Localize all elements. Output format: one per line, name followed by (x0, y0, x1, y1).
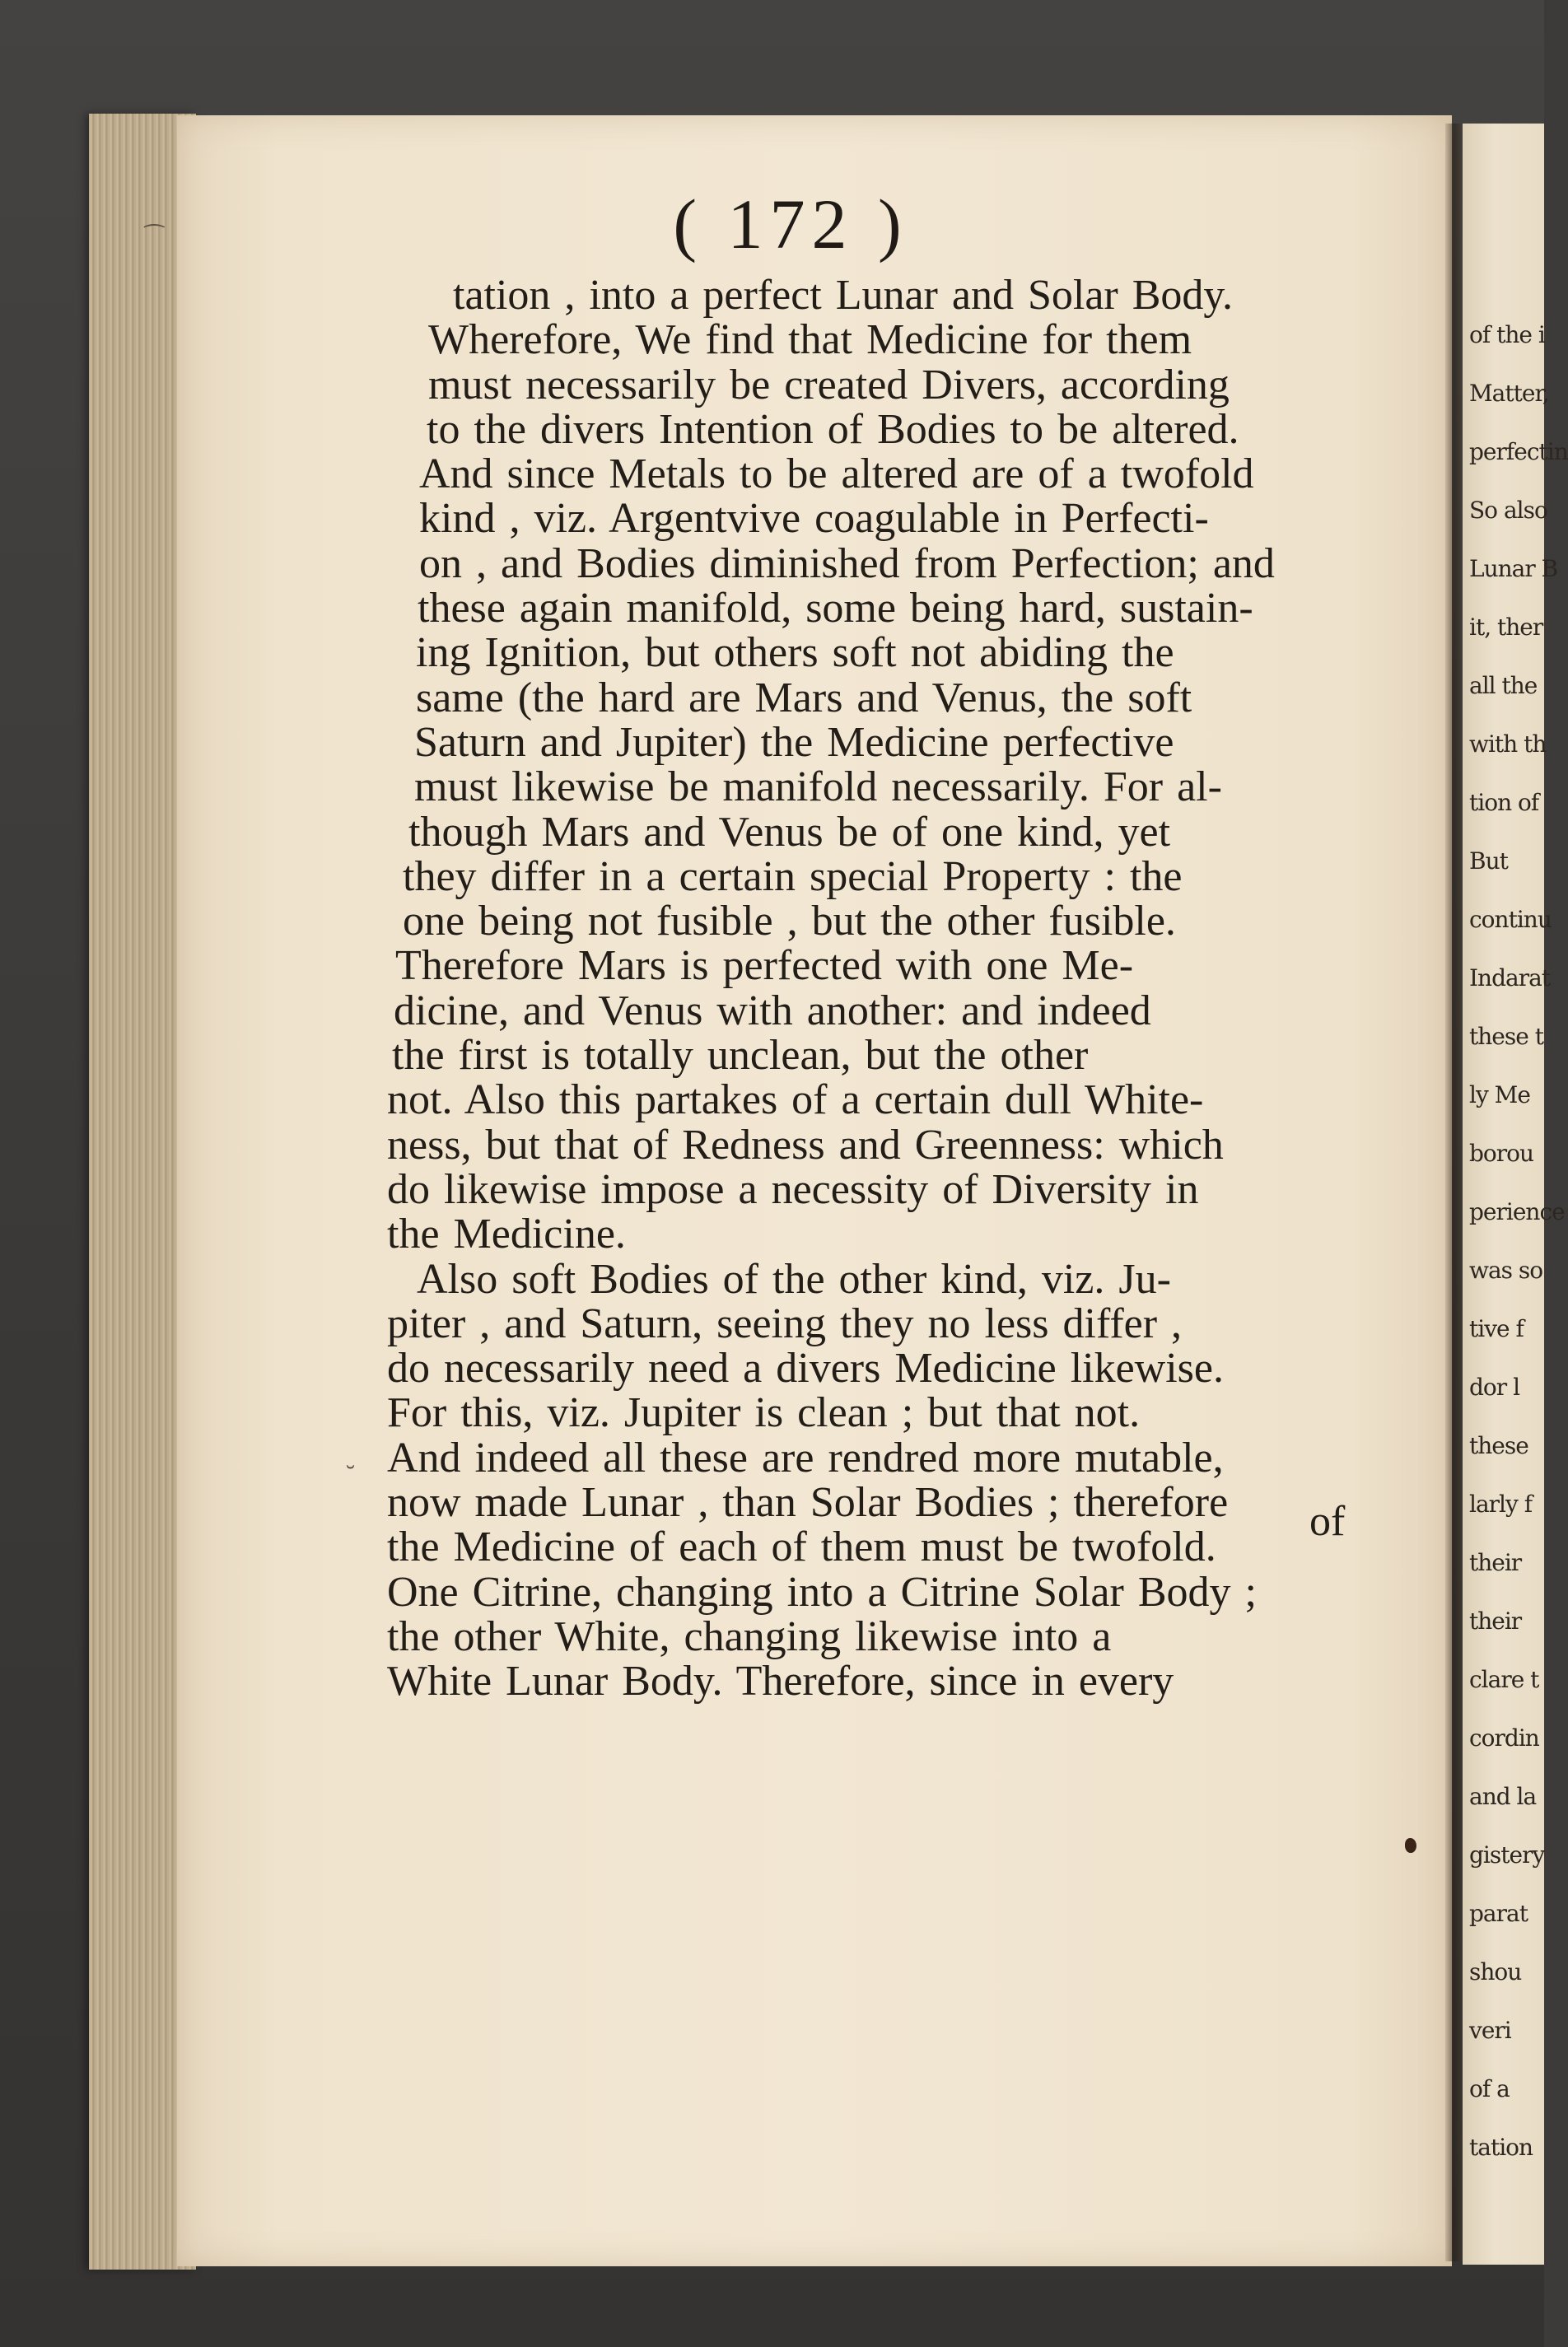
text-line: tation , into a perfect Lunar and Solar Body. (453, 272, 1234, 319)
facing-page-line: their (1469, 1607, 1522, 1635)
page-number: ( 172 ) (673, 184, 908, 264)
text-line: One Citrine, changing into a Citrine Solar Body ; (387, 1568, 1257, 1616)
text-line: to the divers Intention of Bodies to be altered. (427, 405, 1239, 453)
text-line: must likewise be manifold necessarily. For al- (414, 763, 1222, 811)
facing-page-line: borou (1469, 1140, 1534, 1167)
text-line: Saturn and Jupiter) the Medicine perfective (414, 718, 1174, 766)
text-line: ness, but that of Redness and Greenness: which (387, 1121, 1224, 1169)
facing-page-line: with th (1469, 730, 1547, 758)
body-text (387, 273, 1425, 1705)
margin-mark: ˘ (344, 1463, 357, 1491)
facing-page-line: their (1469, 1549, 1522, 1576)
facing-page-line: dor l (1469, 1374, 1520, 1401)
facing-page-line: Matter, (1469, 380, 1549, 407)
facing-page-line: Indarat (1469, 964, 1551, 992)
ink-blot (1405, 1838, 1416, 1853)
facing-page-line: perience (1469, 1198, 1565, 1225)
text-line: now made Lunar , than Solar Bodies ; therefore (387, 1479, 1229, 1527)
text-line: must necessarily be created Divers, according (428, 361, 1230, 408)
facing-page-line: continu (1469, 906, 1552, 933)
facing-page-line: tation (1469, 2134, 1533, 2161)
facing-page-line: tion of (1469, 789, 1539, 816)
text-line: though Mars and Venus be of one kind, yet (408, 808, 1171, 856)
text-line: the Medicine. (387, 1211, 626, 1258)
text-line: they differ in a certain special Property : the (403, 852, 1183, 900)
facing-page-line: of a (1469, 2075, 1510, 2102)
facing-page-line: ly Me (1469, 1081, 1530, 1108)
text-line: Therefore Mars is perfected with one Me- (395, 942, 1134, 990)
facing-page-line: gistery (1469, 1841, 1545, 1869)
facing-page-line: veri (1469, 2017, 1511, 2044)
facing-page-line: larly f (1469, 1491, 1533, 1518)
text-line: not. Also this partakes of a certain dull White- (387, 1076, 1204, 1124)
text-line: the first is totally unclean, but the other (392, 1032, 1089, 1080)
text-line: the other White, changing likewise into a (387, 1612, 1112, 1660)
facing-page-line: tive f (1469, 1315, 1524, 1342)
book-gutter (1445, 124, 1463, 2261)
facing-page-line: these (1469, 1432, 1528, 1459)
text-line: kind , viz. Argentvive coagulable in Perfecti- (419, 495, 1209, 543)
text-line: ing Ignition, but others soft not abiding the (416, 629, 1174, 677)
text-line: the Medicine of each of them must be twofold. (387, 1523, 1216, 1571)
catchword: of (1309, 1498, 1346, 1545)
text-line: And since Metals to be altered are of a twofold (419, 450, 1254, 498)
text-line: White Lunar Body. Therefore, since in every (387, 1658, 1174, 1705)
facing-page-line: and la (1469, 1783, 1537, 1810)
text-line: do necessarily need a divers Medicine likewise. (387, 1345, 1224, 1393)
facing-page-line: parat (1469, 1900, 1528, 1927)
facing-page-line: all the (1469, 672, 1538, 699)
facing-page-line: perfectin (1469, 438, 1568, 465)
facing-page (1463, 124, 1568, 2265)
text-line: Also soft Bodies of the other kind, viz. Ju- (417, 1255, 1171, 1303)
text-line: these again manifold, some being hard, sustain- (418, 585, 1253, 632)
text-line: dicine, and Venus with another: and indeed (394, 987, 1151, 1034)
facing-page-line: So also (1469, 497, 1547, 524)
facing-page-line: of the i (1469, 321, 1545, 348)
facing-page-line: shou (1469, 1958, 1522, 1985)
facing-page-line: Lunar B (1469, 555, 1558, 582)
text-line: For this, viz. Jupiter is clean ; but that not. (387, 1389, 1141, 1437)
margin-mark: ⁀ (145, 224, 164, 251)
text-line: do likewise impose a necessity of Diversity in (387, 1165, 1199, 1213)
facing-page-line: was so (1469, 1257, 1543, 1284)
text-line: Wherefore, We find that Medicine for them (428, 316, 1192, 364)
text-line: piter , and Saturn, seeing they no less differ , (387, 1299, 1183, 1347)
text-line: And indeed all these are rendred more mutable, (387, 1434, 1224, 1481)
text-line: on , and Bodies diminished from Perfection; and (419, 539, 1275, 587)
text-line: same (the hard are Mars and Venus, the soft (416, 674, 1192, 721)
text-line: one being not fusible , but the other fusible. (403, 898, 1176, 945)
facing-page-line: cordin (1469, 1724, 1539, 1752)
facing-page-line: But (1469, 847, 1508, 875)
facing-page-line: clare t (1469, 1666, 1539, 1693)
facing-page-line: it, ther (1469, 614, 1543, 641)
facing-page-line: these t (1469, 1023, 1543, 1050)
